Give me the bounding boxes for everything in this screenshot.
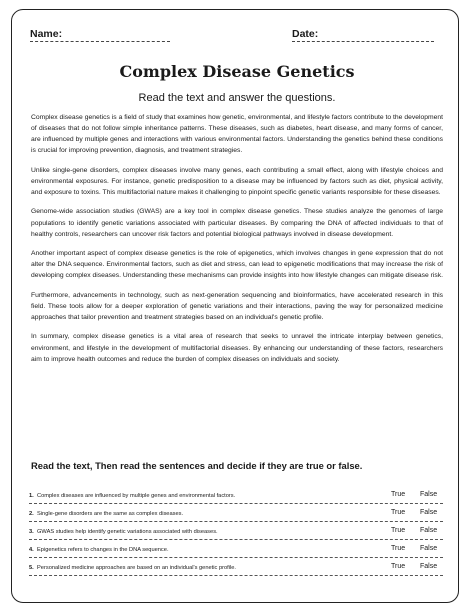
false-option[interactable]: False: [420, 509, 438, 516]
true-option[interactable]: True: [391, 491, 406, 498]
true-option[interactable]: True: [391, 563, 406, 570]
statement-text: Personalized medicine approaches are based on an individual's genetic profile.: [37, 565, 237, 571]
statement-row: [29, 488, 443, 504]
paragraph: Genome-wide association studies (GWAS) are a key tool in complex disease genetics. These studies analyze the genomes of large populations to identify genetic variations associated with particular diseases. By comparing the DNA of affected individuals to that of healthy controls, researchers can uncover risk factors and potential biological pathways involved in disease development.: [31, 208, 443, 238]
page-subtitle: Read the text and answer the questions.: [138, 92, 336, 104]
paragraph: In summary, complex disease genetics is a vital area of research that seeks to unravel the intricate interplay between genetics, environment, and lifestyle in the development of multifactorial diseases. By enhancing our understanding of these factors, researchers aim to improve health outcomes and reduce the burden of complex diseases on individuals and society.: [31, 333, 443, 363]
statement-row: [29, 506, 443, 522]
statement-text: Single-gene disorders are the same as complex diseases.: [37, 511, 184, 517]
statement-row: [29, 542, 443, 558]
paragraph: Another important aspect of complex disease genetics is the role of epigenetics, which involves changes in gene expression that do not alter the DNA sequence. Environmental factors, such as diet and stress, can lead to epigenetic modifications that may increase the risk of developing complex diseases. Understanding these mechanisms can provide insights into how lifestyle changes can mitigate disease risk.: [31, 250, 443, 280]
statement-text: Complex diseases are influenced by multiple genes and environmental factors.: [37, 493, 236, 499]
statement-row: [29, 560, 443, 576]
statement-number: 5.: [29, 565, 34, 571]
date-line: [292, 41, 434, 42]
reading-passage: [31, 112, 443, 373]
paragraph: Unlike single-gene disorders, complex diseases involve many genes, each contributing a small effect, along with lifestyle choices and environmental exposures. For instance, genetic predisposition to a disease may be influenced by factors such as diet, physical activity, and exposure to toxins. This multifactorial nature makes it challenging to pinpoint specific genetic variants responsible for these diseases.: [31, 166, 443, 196]
name-field[interactable]: [30, 28, 62, 40]
name-line: [30, 41, 170, 42]
page-title: Complex Disease Genetics: [119, 62, 355, 81]
statement-number: 4.: [29, 547, 34, 553]
false-option[interactable]: False: [420, 527, 438, 534]
paragraph: Furthermore, advancements in technology, such as next-generation sequencing and bioinformatics, have accelerated research in this field. These tools allow for a deeper exploration of genetic variations and their interactions, paving the way for personalized medicine approaches that tailor prevention and treatment strategies based on an individual's genetic profile.: [31, 291, 443, 321]
false-option[interactable]: False: [420, 563, 438, 570]
instructions: Read the text, Then read the sentences and decide if they are true or false.: [31, 460, 363, 471]
false-option[interactable]: False: [420, 491, 438, 498]
statement-number: 1.: [29, 493, 34, 499]
date-field[interactable]: [292, 28, 318, 40]
true-option[interactable]: True: [391, 509, 406, 516]
statement-number: 2.: [29, 511, 34, 517]
true-option[interactable]: True: [391, 545, 406, 552]
statement-text: GWAS studies help identify genetic variations associated with diseases.: [37, 529, 218, 535]
statement-text: Epigenetics refers to changes in the DNA sequence.: [37, 547, 169, 553]
name-label: Name:: [30, 28, 63, 40]
statement-row: [29, 524, 443, 540]
false-option[interactable]: False: [420, 545, 438, 552]
date-label: Date:: [292, 28, 319, 40]
true-option[interactable]: True: [391, 527, 406, 534]
statement-number: 3.: [29, 529, 34, 535]
paragraph: Complex disease genetics is a field of study that examines how genetic, environmental, and lifestyle factors contribute to the development of diseases that do not follow simple inheritance patterns. These diseases, such as diabetes, heart disease, and many forms of cancer, are influenced by multiple genes and interactions with various environmental factors. Understanding the genetics behind these conditions is crucial for improving prevention, diagnosis, and treatment strategies.: [31, 114, 443, 155]
true-false-list: [29, 488, 443, 578]
